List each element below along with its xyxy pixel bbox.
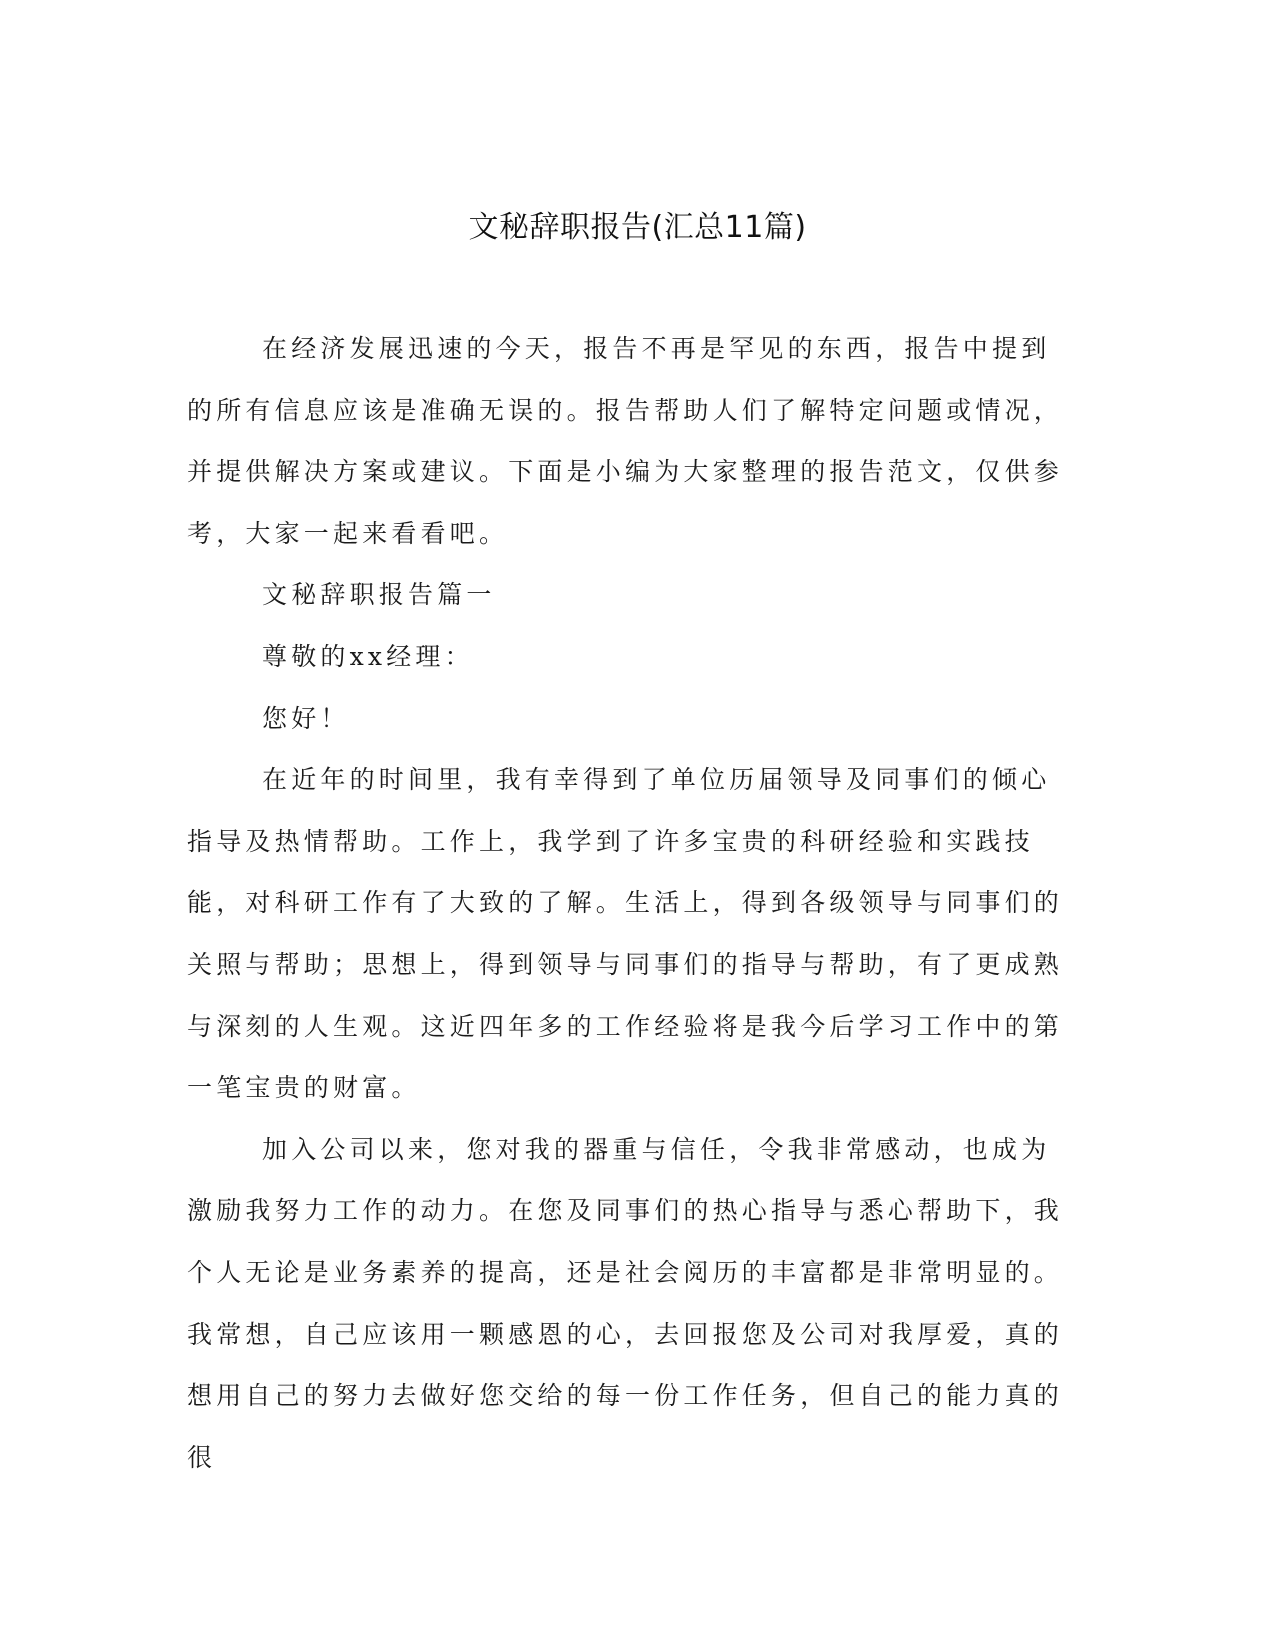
intro-paragraph: 在经济发展迅速的今天，报告不再是罕见的东西，报告中提到的所有信息应该是准确无误的。报告帮助人们了解特定问题或情况，并提供解决方案或建议。下面是小编为大家整理的报告范文，仅供参考，大家一起来看看吧。: [187, 334, 1064, 548]
body-paragraph: 在近年的时间里，我有幸得到了单位历届领导及同事们的倾心指导及热情帮助。工作上，我学到了许多宝贵的科研经验和实践技能，对科研工作有了大致的了解。生活上，得到各级领导与同事们的关照与帮助；思想上，得到领导与同事们的指导与帮助，有了更成熟与深刻的人生观。这近四年多的工作经验将是我今后学习工作中的第一笔宝贵的财富。: [187, 765, 1064, 1103]
greeting: 您好！: [262, 703, 350, 733]
body-paragraph: 加入公司以来，您对我的器重与信任，令我非常感动，也成为激励我努力工作的动力。在您及同事们的热心指导与悉心帮助下，我个人无论是业务素养的提高，还是社会阅历的丰富都是非常明显的。我常想，自己应该用一颗感恩的心，去回报您及公司对我厚爱，真的想用自己的努力去做好您交给的每一份工作任务，但自己的能力真的很: [187, 1134, 1064, 1472]
salutation: 尊敬的xx经理：: [262, 641, 474, 671]
document-title: 文秘辞职报告(汇总11篇): [468, 210, 807, 245]
section-heading: 文秘辞职报告篇一: [262, 580, 496, 610]
document-body: [187, 318, 1067, 1488]
